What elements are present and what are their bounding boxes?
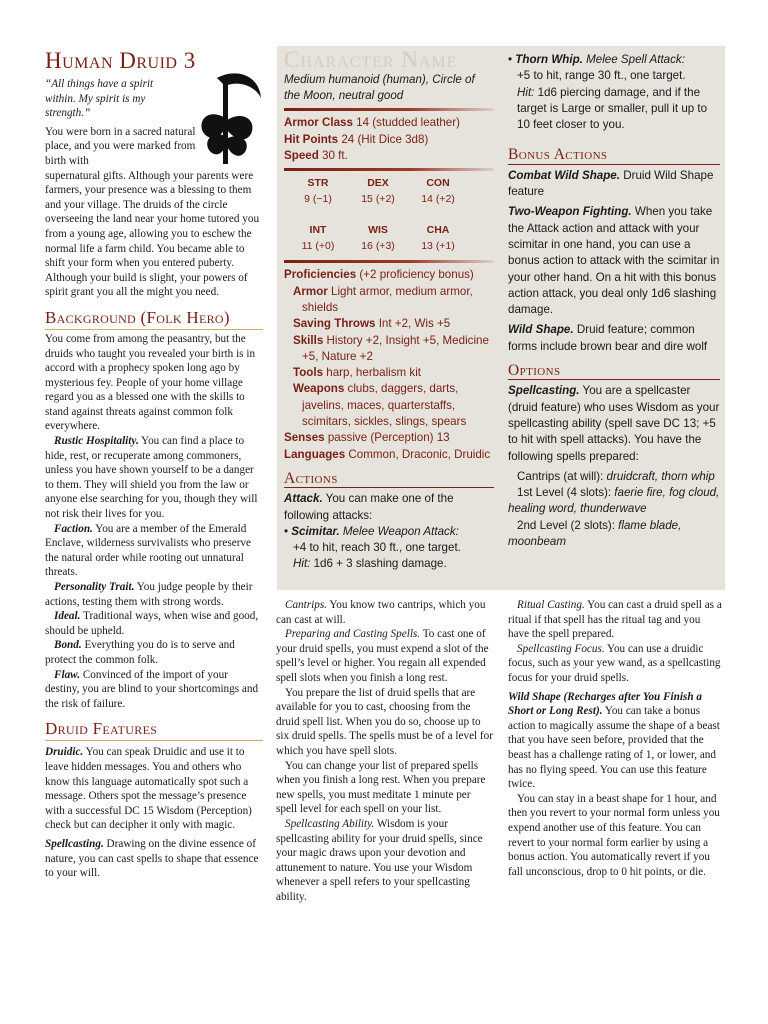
spellcasting-intro: Spellcasting. Drawing on the divine essence of nature, you can cast spells to shape that essence to your will.	[45, 837, 259, 880]
quote: “All things have a spirit within. My spirit is my strength.”	[45, 78, 154, 120]
languages: Languages Common, Draconic, Druidic	[284, 447, 491, 461]
intro-paragraph-a: You were born in a sacred natural place, and you were marked from birth with	[45, 125, 196, 167]
options-heading: Options	[508, 363, 720, 380]
armor-class: Armor Class 14 (studded leather)	[284, 116, 460, 130]
senses: Senses passive (Perception) 13	[284, 431, 450, 445]
bonus-actions-heading: Bonus Actions	[508, 147, 720, 164]
skills: Skills History +2, Insight +5, Medicine +5, Nature +2	[293, 333, 489, 363]
ritual-casting: Ritual Casting. You can cast a druid spell as a ritual if that spell has the ritual tag and you have the spell prepared.	[508, 599, 722, 641]
right-column	[508, 598, 722, 879]
proficiencies: Proficiencies (+2 proficiency bonus)	[284, 268, 474, 282]
divider	[284, 168, 494, 171]
ability-name: CON	[426, 177, 450, 190]
two-weapon-fighting: Two-Weapon Fighting. When you take the Attack action and attack with your scimitar in one hand, you can use a bonus action to attack with the scimitar in your other hand. On a hit with this bonus action attack, you deal only 1d6 slashing damage.	[508, 205, 720, 317]
actions-heading: Actions	[284, 471, 494, 488]
cantrips-list: Cantrips (at will): druidcraft, thorn whip	[517, 469, 715, 483]
faction: Faction. You are a member of the Emerald Enclave, wilderness survivalists who preserve the natural order while rooting out unnatural threats.	[45, 522, 251, 579]
ability-name: INT	[309, 223, 327, 236]
scimitar-hit: Hit: 1d6 + 3 slashing damage.	[293, 557, 447, 571]
tools: Tools harp, herbalism kit	[293, 366, 422, 380]
thorn-whip-hit: Hit: 1d6 piercing damage, and if the target is Large or smaller, pull it up to 10 feet closer to you.	[517, 85, 708, 132]
armor-proficiency: Armor Light armor, medium armor, shields	[293, 284, 473, 314]
ability-score: 14 (+2)	[421, 193, 455, 206]
druid-features-heading: Druid Features	[45, 719, 263, 741]
ability-name: STR	[307, 177, 329, 190]
wild-shape-duration: You can stay in a beast shape for 1 hour, and then you revert to your normal form unless you expend another use of this feature. You can revert to your normal form earlier by using a bonus action. You automatically revert if you fall unconscious, drop to 0 hit points, or die.	[508, 792, 720, 878]
level1-spells: 1st Level (4 slots): faerie fire, fog cloud, healing word, thunderwave	[508, 486, 720, 516]
stat-block-left	[284, 47, 494, 573]
preparing-spells-3: You can change your list of prepared spells when you finish a long rest. When you prepare new spells, you must meditate 1 minute per spell level for each spell on your list.	[276, 759, 486, 816]
personality-trait: Personality Trait. You judge people by their actions, testing them with strong words.	[45, 581, 253, 608]
attack: Attack. You can make one of the following attacks:	[284, 492, 454, 522]
saving-throws: Saving Throws Int +2, Wis +5	[293, 317, 451, 331]
page-title: Human Druid 3	[45, 48, 196, 73]
flaw: Flaw. Convinced of the import of your destiny, you are blind to your shortcomings and the risk of failure.	[45, 668, 259, 710]
ability-name: WIS	[368, 223, 388, 236]
ability-score: 9 (−1)	[304, 193, 332, 206]
divider	[284, 260, 494, 263]
cantrips: Cantrips. You know two cantrips, which you can cast at will.	[276, 599, 486, 626]
preparing-spells-2: You prepare the list of druid spells that are available for you to cast, choosing from the druid spell list. When you do so, choose up to six druid spells. The spells must be of a level for which you have spell slots.	[276, 686, 493, 757]
scimitar-attack: • Scimitar. Melee Weapon Attack:	[284, 524, 459, 538]
ability-score: 13 (+1)	[421, 240, 455, 253]
scimitar-to-hit: +4 to hit, reach 30 ft., one target.	[293, 541, 461, 555]
rustic-hospitality: Rustic Hospitality. You can find a place to hide, rest, or recuperate among commoners, unless you have shown yourself to be a danger to them. They will shield you from the law or anyone else searching for you, though they will not risk their lives for you.	[45, 435, 258, 521]
thorn-whip-attack: • Thorn Whip. Melee Spell Attack:	[508, 53, 685, 66]
background-heading: Background (Folk Hero)	[45, 308, 263, 330]
spellcasting-focus: Spellcasting Focus. You can use a druidic focus, such as your yew wand, as a spellcasting focus for your druid spells.	[508, 642, 721, 684]
bond: Bond. Everything you do is to serve and protect the common folk.	[45, 639, 235, 666]
spellcasting-ability: Spellcasting Ability. Wisdom is your spellcasting ability for your druid spells, since your magic draws upon your devotion and attunement to nature. You use your Wisdom whenever a spell refers to your spellcasting ability.	[276, 817, 483, 903]
hit-points: Hit Points 24 (Hit Dice 3d8)	[284, 132, 429, 146]
preparing-spells: Preparing and Casting Spells. To cast one of your druid spells, you must expend a slot of the spell’s level or higher. You regain all expended spell slots when you finish a long rest.	[276, 628, 489, 684]
middle-column	[276, 598, 494, 904]
ability-scores	[288, 175, 494, 208]
speed: Speed 30 ft.	[284, 148, 348, 162]
thorn-whip-to-hit: +5 to hit, range 30 ft., one target.	[517, 69, 686, 83]
ideal: Ideal. Traditional ways, when wise and good, should be upheld.	[45, 610, 259, 637]
ability-name: CHA	[426, 223, 450, 236]
ability-score: 11 (+0)	[301, 240, 335, 253]
ability-name: DEX	[367, 177, 389, 190]
spellcasting: Spellcasting. You are a spellcaster (druid feature) who uses Wisdom as your spellcasting ability (spell save DC 13; +5 to hit with spell attacks). You have the following spells prepared:	[508, 384, 720, 463]
ability-scores	[288, 222, 494, 255]
combat-wild-shape: Combat Wild Shape. Druid Wild Shape feature	[508, 168, 714, 199]
ability-score: 15 (+2)	[361, 193, 395, 206]
ability-score: 16 (+3)	[361, 240, 395, 253]
stat-block-right	[508, 52, 720, 550]
divider	[284, 108, 494, 111]
level2-spells: 2nd Level (2 slots): flame blade, moonbeam	[508, 518, 682, 549]
druid-emblem-icon	[195, 68, 263, 166]
wild-shape-recharge: Wild Shape (Recharges after You Finish a Short or Long Rest). You can take a bonus action to magically assume the shape of a beast that you have seen before, provided that the beast has a challenge rating of 1, or lower, and has no flying speed. You can use this feature twice.	[508, 690, 720, 791]
left-column	[45, 48, 263, 881]
background-paragraph: You come from among the peasantry, but the druids who taught you revealed your birth is in accord with a prophecy spoken long ago by mysterious fey. People of your home village regard you as a blessed one with the skills to stand against threats against common folk everywhere.	[45, 332, 256, 433]
intro-paragraph-b: supernatural gifts. Although your parents were farmers, your presence was a blessing to them and your village. The druids of the circle overseeing the land near your home tutored you from a young age, allowing you to eschew the normal life a farm child. You became able to shift your form when you entered puberty. Although your build is slight, your powers of spirit grant you all the might you need.	[45, 169, 260, 299]
creature-type: Medium humanoid (human), Circle of the Moon, neutral good	[284, 73, 475, 103]
character-name: Character Name	[284, 47, 458, 72]
wild-shape: Wild Shape. Druid feature; common forms include brown bear and dire wolf	[508, 323, 708, 353]
weapons: Weapons clubs, daggers, darts, javelins, maces, quarterstaffs, scimitars, sickles, slings, spears	[293, 382, 467, 429]
druidic: Druidic. You can speak Druidic and use it to leave hidden messages. You and others who know this language automatically spot such a message. Others spot the message’s presence with a successful DC 15 Wisdom (Perception) check but can decipher it only with magic.	[45, 746, 252, 832]
